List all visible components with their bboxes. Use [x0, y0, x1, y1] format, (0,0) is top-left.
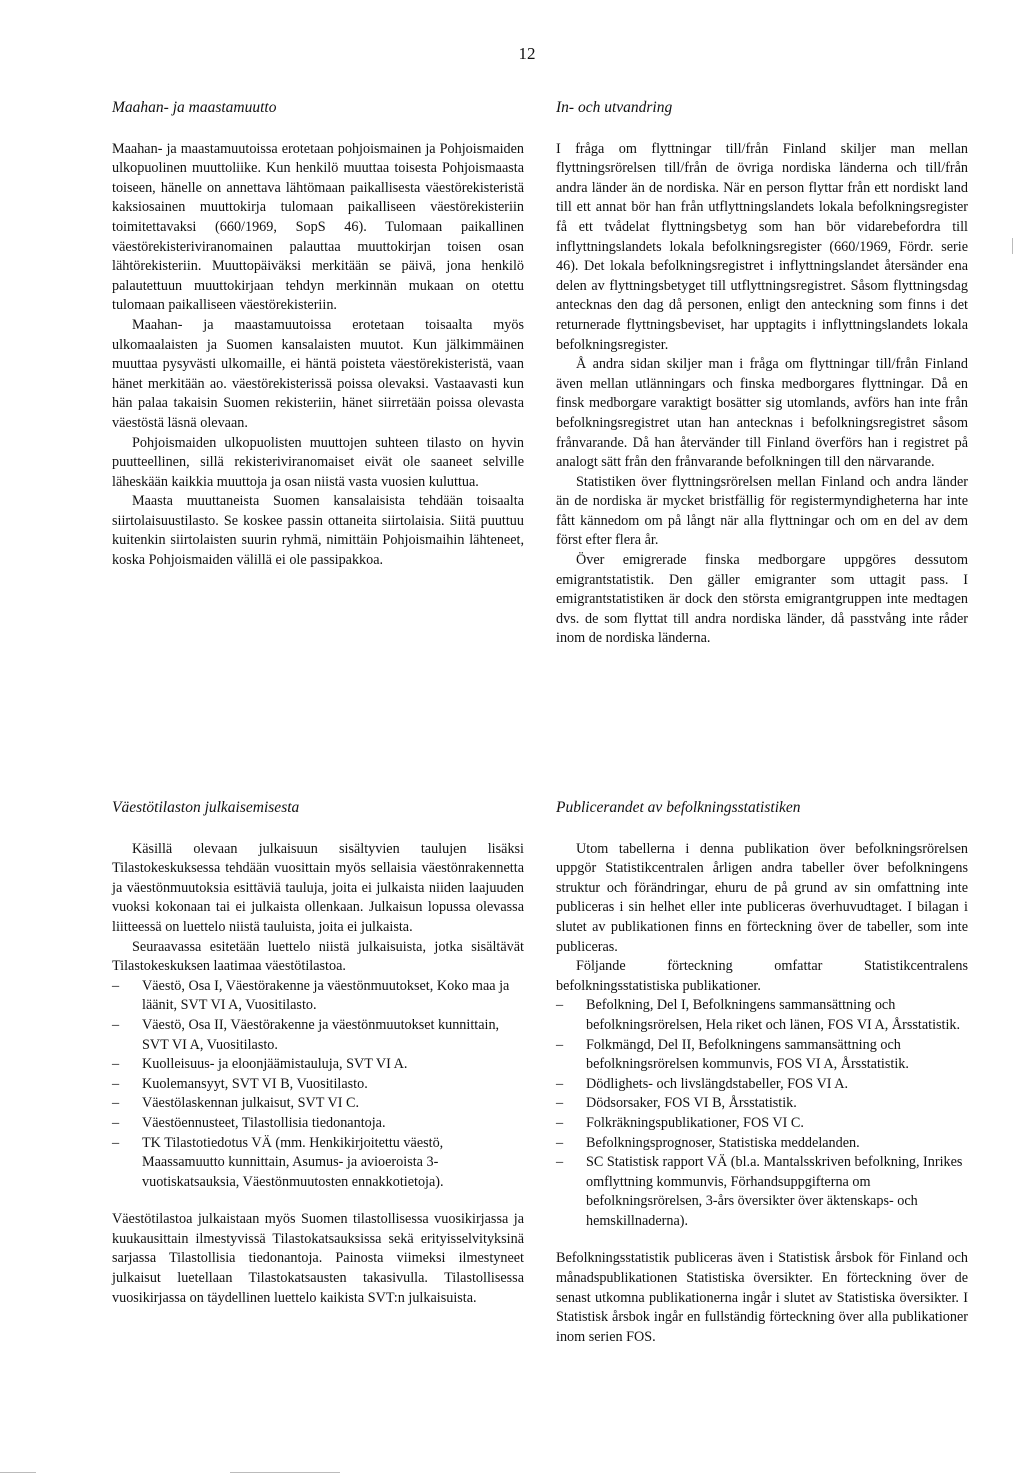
list-item: – Väestöennusteet, Tilastollisia tiedonantoja. [112, 1114, 524, 1134]
paragraph: I fråga om flyttningar till/från Finland skiljer man mellan flyttningsrörelsen till/från de övriga nordiska länderna och till/från andra länder än de nordiska. När en person flyttar från ett nordiskt land till ett annat bör han från utflyttningslandets lokala befolkningsregister få ett tvådelat flyttningsbetyg som han bör vidarebefordra till inflyttningslandets lokala befolkningsregister (660/1969, Fördr. serie 46). Det lokala befolkningsregistret i inflyttningslandet återsänder ena delen av flyttningsbetyget till utflyttningsregistret. Såsom flyttningsdag antecknas den dag då personen, enligt den anteckning som finns i det returnerade flyttningsbeviset, har upptagits i inflyttningslandets lokala befolkningsregister. [556, 140, 968, 353]
page-number: 12 [518, 44, 536, 63]
section-maahan-maastamuutto [112, 98, 524, 571]
list-item: – Folkräkningspublikationer, FOS VI C. [556, 1114, 968, 1134]
section-title: Maahan- ja maastamuutto [112, 99, 277, 116]
paragraph: Befolkningsstatistik publiceras även i Statistisk årsbok för Finland och månadspublikationen Statistiska översikter. En förteckning över de senast utkomna publikationerna ingår i slutet av Statistiska översikter. I Statistisk årsbok ingår en fullständig förteckning över alla publikationer inom serien FOS. [556, 1250, 968, 1345]
list-item: – SC Statistisk rapport VÄ (bl.a. Mantalsskriven befolkning, Inrikes omflyttning kommunvis, Förhandsuppgifterna om befolkningsrörelsen, 3-års översikter över äktenskaps- och hemskillnaderna). [556, 1153, 968, 1231]
paragraph: Väestötilastoa julkaistaan myös Suomen tilastollisessa vuosikirjassa ja kuukausittain ilmestyvissä Tilastokatsauksissa sekä erityisselvityksinä sarjassa Tilastollisia tiedonantoja. Painosta viimeksi ilmestyneet julkaisut luetellaan Tilastokatsausten takasivulla. Tilastollisessa vuosikirjassa on täydellinen luettelo kaikista SVT:n julkaisuista. [112, 1211, 524, 1306]
scan-artifact [0, 1472, 36, 1473]
paragraph: Seuraavassa esitetään luettelo niistä julkaisuista, jotka sisältävät Tilastokeskuksen laatimaa väestötilastoa. [112, 938, 524, 975]
section-title: In- och utvandring [556, 99, 673, 116]
paragraph: Över emigrerade finska medborgare uppgöres dessutom emigrantstatistik. Den gäller emigranter som uttagit pass. I emigrantstatistiken är dock den största emigrantgruppen inte medtagen dvs. de som flyttat till andra nordiska länder, då passtvång inte råder inom de nordiska länderna. [556, 552, 968, 647]
paragraph: Maahan- ja maastamuutoissa erotetaan pohjoismainen ja Pohjoismaiden ulkopuolinen muuttoliike. Kun henkilö muuttaa toisesta Pohjoismaasta toiseen, hänelle on annettava lähtömaan paikallisesta väestörekisteristä kaksiosainen muuttokirja tulomaan paikalliseen väestörekisteriin toimitettavaksi (660/1969, SopS 46). Tulomaan paikallinen väestörekisteriviranomainen palauttaa muuttokirjan toisen osan lähtörekisteriin. Muuttopäiväksi merkitään se päivä, jona henkilö palautettuun muuttokirjaan tehdyn merkinnän mukaan on otettu tulomaan paikalliseen väestörekisteriin. [112, 140, 524, 314]
list-item: – Väestölaskennan julkaisut, SVT VI C. [112, 1094, 524, 1114]
list-item: – Väestö, Osa II, Väestörakenne ja väestönmuutokset kunnittain, SVT VI A, Vuositilasto. [112, 1016, 524, 1055]
paragraph: Å andra sidan skiljer man i fråga om flyttningar till/från Finland även mellan utlänningars och finska medborgares flyttningar. Då en finsk medborgare varaktigt bosätter sig utomlands, avförs han inte från befolkningsregistret utan han antecknas i befolkningsregistret såsom frånvarande. Då han återvänder till Finland överförs han i registret på analogt sätt från den frånvarande befolkningen till den närvarande. [556, 356, 968, 471]
list-item: – Kuolemansyyt, SVT VI B, Vuositilasto. [112, 1075, 524, 1095]
publication-list [112, 977, 524, 1193]
list-item: – Befolkningsprognoser, Statistiska meddelanden. [556, 1134, 968, 1154]
scan-artifact [1012, 238, 1013, 254]
paragraph: Maahan- ja maastamuutoissa erotetaan toisaalta myös ulkomaalaisten ja Suomen kansalaisten muutot. Kun jälkimmäinen muuttaa pysyvästi ulkomaille, ei häntä poisteta väestörekisteristä, vaan hänet merkitään ao. väestörekisterissä poissa olevaksi. Vastaavasti kun hän palaa takaisin Suomen rekisteriin, hänet siirretään poissa olevasta väestöstä läsnä olevaan. [112, 316, 524, 431]
list-item: – Befolkning, Del I, Befolkningens sammansättning och befolkningsrörelsen, Hela riket och länen, FOS VI A, Årsstatistik. [556, 996, 968, 1035]
list-item: – Dödsorsaker, FOS VI B, Årsstatistik. [556, 1094, 968, 1114]
paragraph: Maasta muuttaneista Suomen kansalaisista tehdään toisaalta siirtolaisuustilasto. Se koskee passin ottaneita siirtolaisia. Siitä puuttuu kuitenkin siirtolaisten suurin ryhmä, nimittäin Pohjoismaihin lähteneet, koska Pohjoismaiden välillä ei ole passipakkoa. [112, 493, 524, 569]
section-title: Publicerandet av befolkningsstatistiken [556, 799, 801, 816]
paragraph: Käsillä olevaan julkaisuun sisältyvien taulujen lisäksi Tilastokeskuksessa tehdään vuosittain myös sellaisia väestönrakennetta ja väestönmuutoksia esittäviä tauluja, joita ei julkaista niiden laajuuden vuoksi kokonaan tai ei julkaista ollenkaan. Julkaisun lopussa olevassa liitteessä on luettelo niistä tauluista, joita ei julkaista. [112, 840, 524, 935]
section-title: Väestötilaston julkaisemisesta [112, 799, 300, 816]
list-item: – Kuolleisuus- ja eloonjäämistauluja, SVT VI A. [112, 1055, 524, 1075]
list-item: – Folkmängd, Del II, Befolkningens sammansättning och befolkningsrörelsen kommunvis, FOS VI A, Årsstatistik. [556, 1036, 968, 1075]
section-publicerandet [556, 798, 968, 1347]
section-in-och-utvandring [556, 98, 968, 649]
list-item: – Dödlighets- och livslängdstabeller, FOS VI A. [556, 1075, 968, 1095]
list-item: – Väestö, Osa I, Väestörakenne ja väestönmuutokset, Koko maa ja läänit, SVT VI A, Vuositilasto. [112, 977, 524, 1016]
section-vaestotilaston-julkaisemisesta [112, 798, 524, 1308]
paragraph: Utom tabellerna i denna publikation över befolkningsrörelsen uppgör Statistikcentralen årligen andra tabeller över befolkningens struktur och förändringar, ehuru de på grund av sin omfattning inte publiceras i sin helhet eller inte publiceras överhuvudtaget. I bilagan i slutet av publikationen finns en förteckning över de tabeller, som inte publiceras. [556, 840, 968, 955]
paragraph: Följande förteckning omfattar Statistikcentralens befolkningsstatistiska publikationer. [556, 958, 968, 994]
scan-artifact [230, 1472, 340, 1473]
paragraph: Statistiken över flyttningsrörelsen mellan Finland och andra länder än de nordiska är mycket bristfällig för registermyndigheterna har inte fått kännedom om på långt när alla flyttningar och om en del av dem först efter flera år. [556, 473, 968, 549]
paragraph: Pohjoismaiden ulkopuolisten muuttojen suhteen tilasto on hyvin puutteellinen, sillä rekisteriviranomaiset eivät ole saaneet selville läheskään kaikkia muuttoja ja osan niistä vasta vuosien kuluttua. [112, 434, 524, 490]
publication-list [556, 996, 968, 1231]
list-item: – TK Tilastotiedotus VÄ (mm. Henkikirjoitettu väestö, Maassamuutto kunnittain, Asumus- ja avioeroista 3-vuotiskatsauksia, Väestönmuutosten ennakkotietoja). [112, 1134, 524, 1193]
